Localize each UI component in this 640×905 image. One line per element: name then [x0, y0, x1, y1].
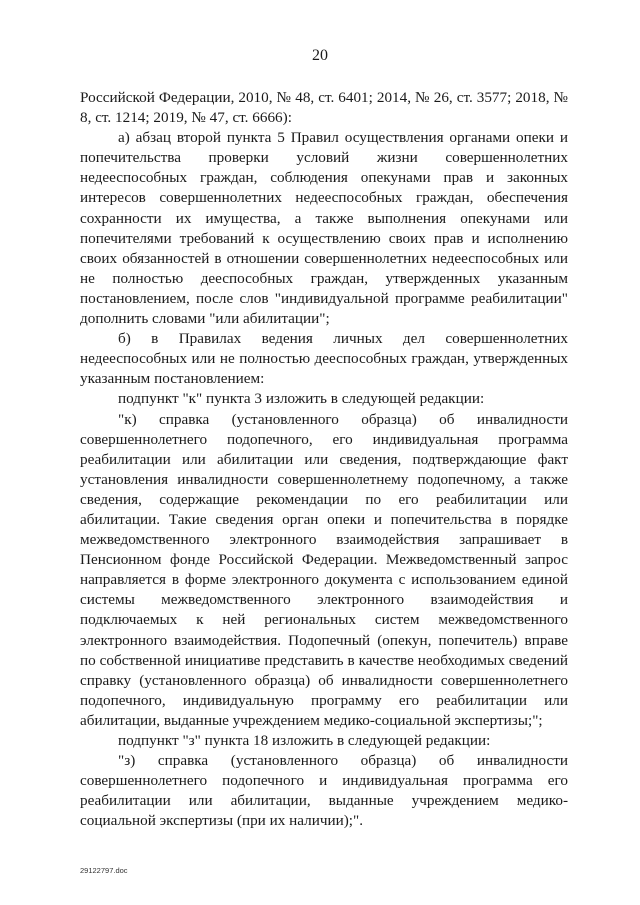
paragraph-continuation: Российской Федерации, 2010, № 48, ст. 6401; 2014, № 26, ст. 3577; 2018, № 8, ст. 1214; 2019, № 47, ст. 6666):	[80, 89, 568, 127]
paragraph-item-a: а) абзац второй пункта 5 Правил осуществления органами опеки и попечительства проверки условий жизни совершеннолетних недееспособных граждан, соблюдения опекунами прав и законных интересов совершеннолетних недееспособных граждан, обеспечения сохранности их имущества, а также выполнения опекунами или попечителями требований к осуществлению своих прав и исполнению своих обязанностей в отношении совершеннолетних недееспособных или не полностью дееспособных граждан, утвержденных указанным постановлением, после слов "индивидуальной программе реабилитации" дополнить словами "или абилитации";	[80, 129, 568, 328]
paragraph-subitem-k-text: "к) справка (установленного образца) об инвалидности совершеннолетнего подопечного, его индивидуальная программа реабилитации или абилитации или сведения, подтверждающие факт установления инвалидности совершеннолетнему подопечному, а также сведения, содержащие рекомендации по его реабилитации или абилитации. Такие сведения орган опеки и попечительства в порядке межведомственного электронного взаимодействия запрашивает в Пенсионном фонде Российской Федерации. Межведомственный запрос направляется в форме электронного документа с использованием единой системы межведомственного электронного взаимодействия и подключаемых к ней региональных систем межведомственного электронного взаимодействия. Подопечный (опекун, попечитель) вправе по собственной инициативе представить в качестве необходимых сведений справку (установленного образца) об инвалидности совершеннолетнего подопечного, индивидуальную программу его реабилитации или абилитации, выданные учреждением медико-социальной экспертизы;";	[80, 410, 568, 729]
footer-doc-id: 29122797.doc	[80, 866, 128, 875]
paragraph-subitem-z-text: "з) справка (установленного образца) об инвалидности совершеннолетнего подопечного и индивидуальная программа его реабилитации или абилитации, выданные учреждением медико-социальной экспертизы (при их наличии);".	[80, 752, 568, 830]
document-body	[80, 88, 568, 831]
paragraph-item-b: б) в Правилах ведения личных дел совершеннолетних недееспособных или не полностью дееспособных граждан, утвержденных указанным постановлением:	[80, 330, 568, 388]
paragraph-subitem-k-intro: подпункт "к" пункта 3 изложить в следующей редакции:	[118, 390, 485, 408]
paragraph-subitem-z-intro: подпункт "з" пункта 18 изложить в следующей редакции:	[118, 732, 491, 749]
page-number: 20	[312, 47, 328, 64]
